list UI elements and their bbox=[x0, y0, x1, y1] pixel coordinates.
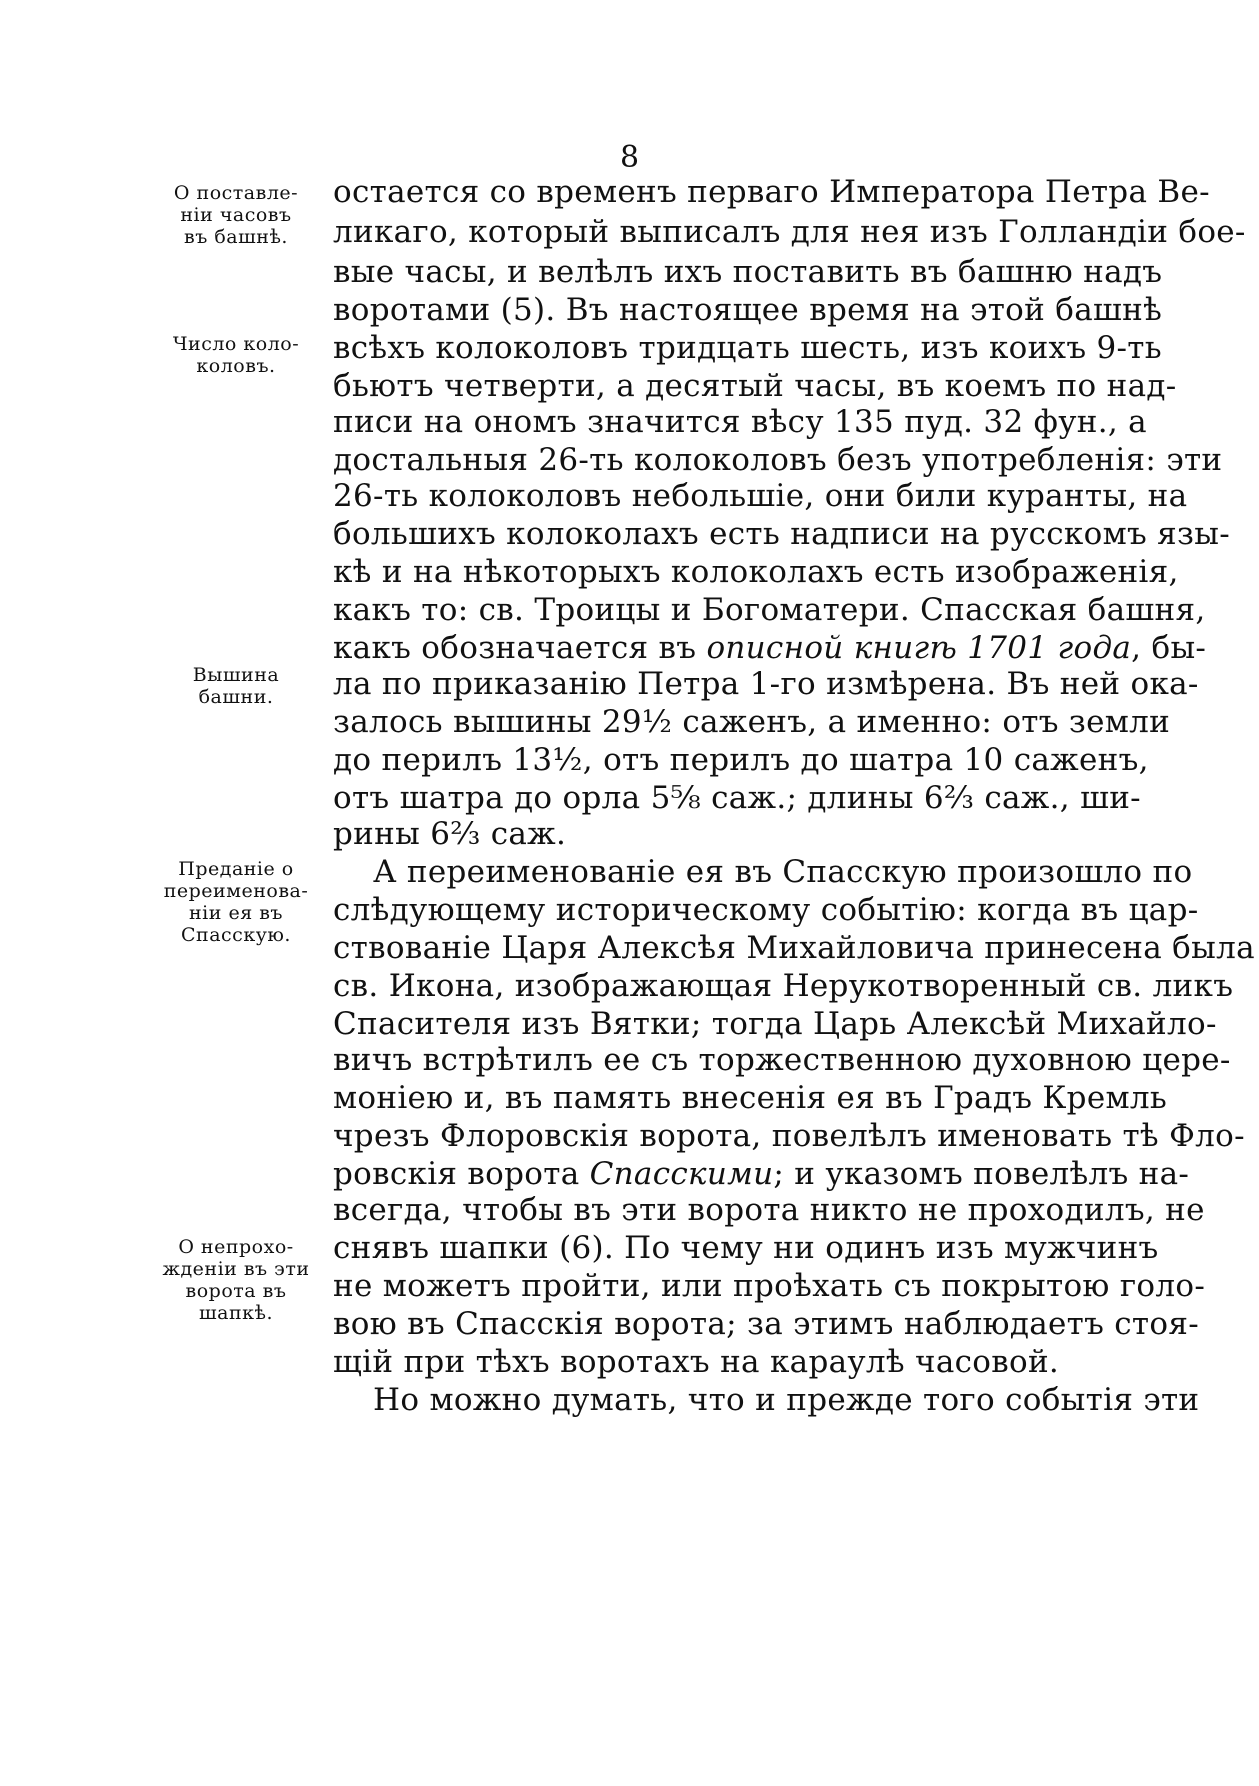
margin-note-line: переименова- bbox=[163, 880, 309, 902]
body-line: снявъ шапки (6). По чему ни одинъ изъ мужчинъ bbox=[333, 1230, 1159, 1266]
body-line: всѣхъ колоколовъ тридцать шесть, изъ коихъ 9-ть bbox=[333, 330, 1162, 366]
margin-note-line: О непрохо- bbox=[178, 1236, 294, 1258]
body-line: ликаго, который выписалъ для нея изъ Голландіи бое- bbox=[333, 214, 1246, 250]
body-line: рины 6⅔ саж. bbox=[333, 816, 567, 852]
italic-book-reference: описной книгѣ 1701 года bbox=[706, 630, 1132, 666]
body-text: ; и указомъ повелѣлъ на- bbox=[773, 1156, 1190, 1192]
margin-note-line: шапкѣ. bbox=[198, 1302, 274, 1324]
margin-note-line: коловъ. bbox=[196, 355, 276, 377]
margin-note-line: въ башнѣ. bbox=[184, 226, 288, 248]
margin-note-line: жденіи въ эти bbox=[162, 1258, 310, 1280]
margin-note-line: О поставле- bbox=[173, 182, 299, 204]
body-line bbox=[333, 628, 1207, 668]
body-text: , бы- bbox=[1131, 630, 1207, 666]
body-line: Спасителя изъ Вятки; тогда Царь Алексѣй Михайло- bbox=[333, 1006, 1217, 1042]
body-line: какъ то: св. Троицы и Богоматери. Спасская башня, bbox=[333, 592, 1206, 628]
body-line: вичъ встрѣтилъ ее съ торжественною духовною цере- bbox=[333, 1042, 1231, 1078]
margin-note-line: Спасскую. bbox=[181, 924, 291, 946]
body-line: бьютъ четверти, а десятый часы, въ коемъ по над- bbox=[333, 368, 1177, 404]
body-line: 26-ть колоколовъ небольшіе, они били куранты, на bbox=[333, 478, 1188, 514]
margin-note-bells bbox=[152, 333, 320, 377]
body-line: слѣдующему историческому событію: когда въ цар- bbox=[333, 892, 1199, 928]
body-line: св. Икона, изображающая Нерукотворенный св. ликъ bbox=[333, 968, 1234, 1004]
body-line: не можетъ пройти, или проѣхать съ покрытою голо- bbox=[333, 1268, 1206, 1304]
body-line: писи на ономъ значится вѣсу 135 пуд. 32 фун., а bbox=[333, 404, 1147, 440]
body-line: кѣ и на нѣкоторыхъ колоколахъ есть изображенія, bbox=[333, 554, 1179, 590]
body-line: Но можно думать, что и прежде того событія эти bbox=[373, 1382, 1200, 1418]
body-line: ла по приказанію Петра 1-го измѣрена. Въ ней ока- bbox=[333, 666, 1199, 702]
italic-gate-name: Спасскими bbox=[589, 1156, 774, 1192]
body-line: достальныя 26-ть колоколовъ безъ употребленія: эти bbox=[333, 442, 1223, 478]
body-line: вые часы, и велѣлъ ихъ поставить въ башню надъ bbox=[333, 254, 1163, 290]
body-line: большихъ колоколахъ есть надписи на русскомъ язы- bbox=[333, 516, 1230, 552]
body-line: щій при тѣхъ воротахъ на караулѣ часовой. bbox=[333, 1344, 1060, 1380]
margin-note-line: Вышина bbox=[192, 664, 280, 686]
body-text: ровскія ворота bbox=[333, 1156, 580, 1192]
margin-note-line: башни. bbox=[198, 686, 274, 708]
body-line: всегда, чтобы въ эти ворота никто не проходилъ, не bbox=[333, 1192, 1205, 1228]
body-line: чрезъ Флоровскія ворота, повелѣлъ именовать тѣ Фло- bbox=[333, 1118, 1245, 1154]
margin-note-renaming bbox=[152, 858, 320, 946]
body-line: моніею и, въ память внесенія ея въ Градъ Кремль bbox=[333, 1080, 1168, 1116]
body-line: А переименованіе ея въ Спасскую произошло по bbox=[373, 854, 1193, 890]
margin-note-line: ніи часовъ bbox=[180, 204, 292, 226]
body-line bbox=[333, 1154, 1190, 1194]
page-number: 8 bbox=[619, 140, 640, 175]
body-line: вою въ Спасскія ворота; за этимъ наблюдаетъ стоя- bbox=[333, 1306, 1199, 1342]
body-line: ствованіе Царя Алексѣя Михайловича принесена была bbox=[333, 930, 1255, 966]
body-line: отъ шатра до орла 5⅝ саж.; длины 6⅔ саж., ши- bbox=[333, 780, 1141, 816]
margin-note-line: Число коло- bbox=[172, 333, 300, 355]
margin-note-line: ворота въ bbox=[185, 1280, 287, 1302]
margin-note-clock bbox=[152, 182, 320, 248]
margin-note-height bbox=[152, 664, 320, 708]
body-line: воротами (5). Въ настоящее время на этой башнѣ bbox=[333, 292, 1163, 328]
margin-note-hats bbox=[152, 1236, 320, 1324]
body-line: до перилъ 13½, отъ перилъ до шатра 10 саженъ, bbox=[333, 742, 1149, 778]
body-text: какъ обозначается въ bbox=[333, 630, 697, 666]
body-line: остается со временъ перваго Императора Петра Ве- bbox=[333, 174, 1210, 210]
margin-note-line: Преданіе о bbox=[178, 858, 294, 880]
body-line: залось вышины 29½ саженъ, а именно: отъ земли bbox=[333, 704, 1171, 740]
margin-note-line: ніи ея въ bbox=[189, 902, 283, 924]
